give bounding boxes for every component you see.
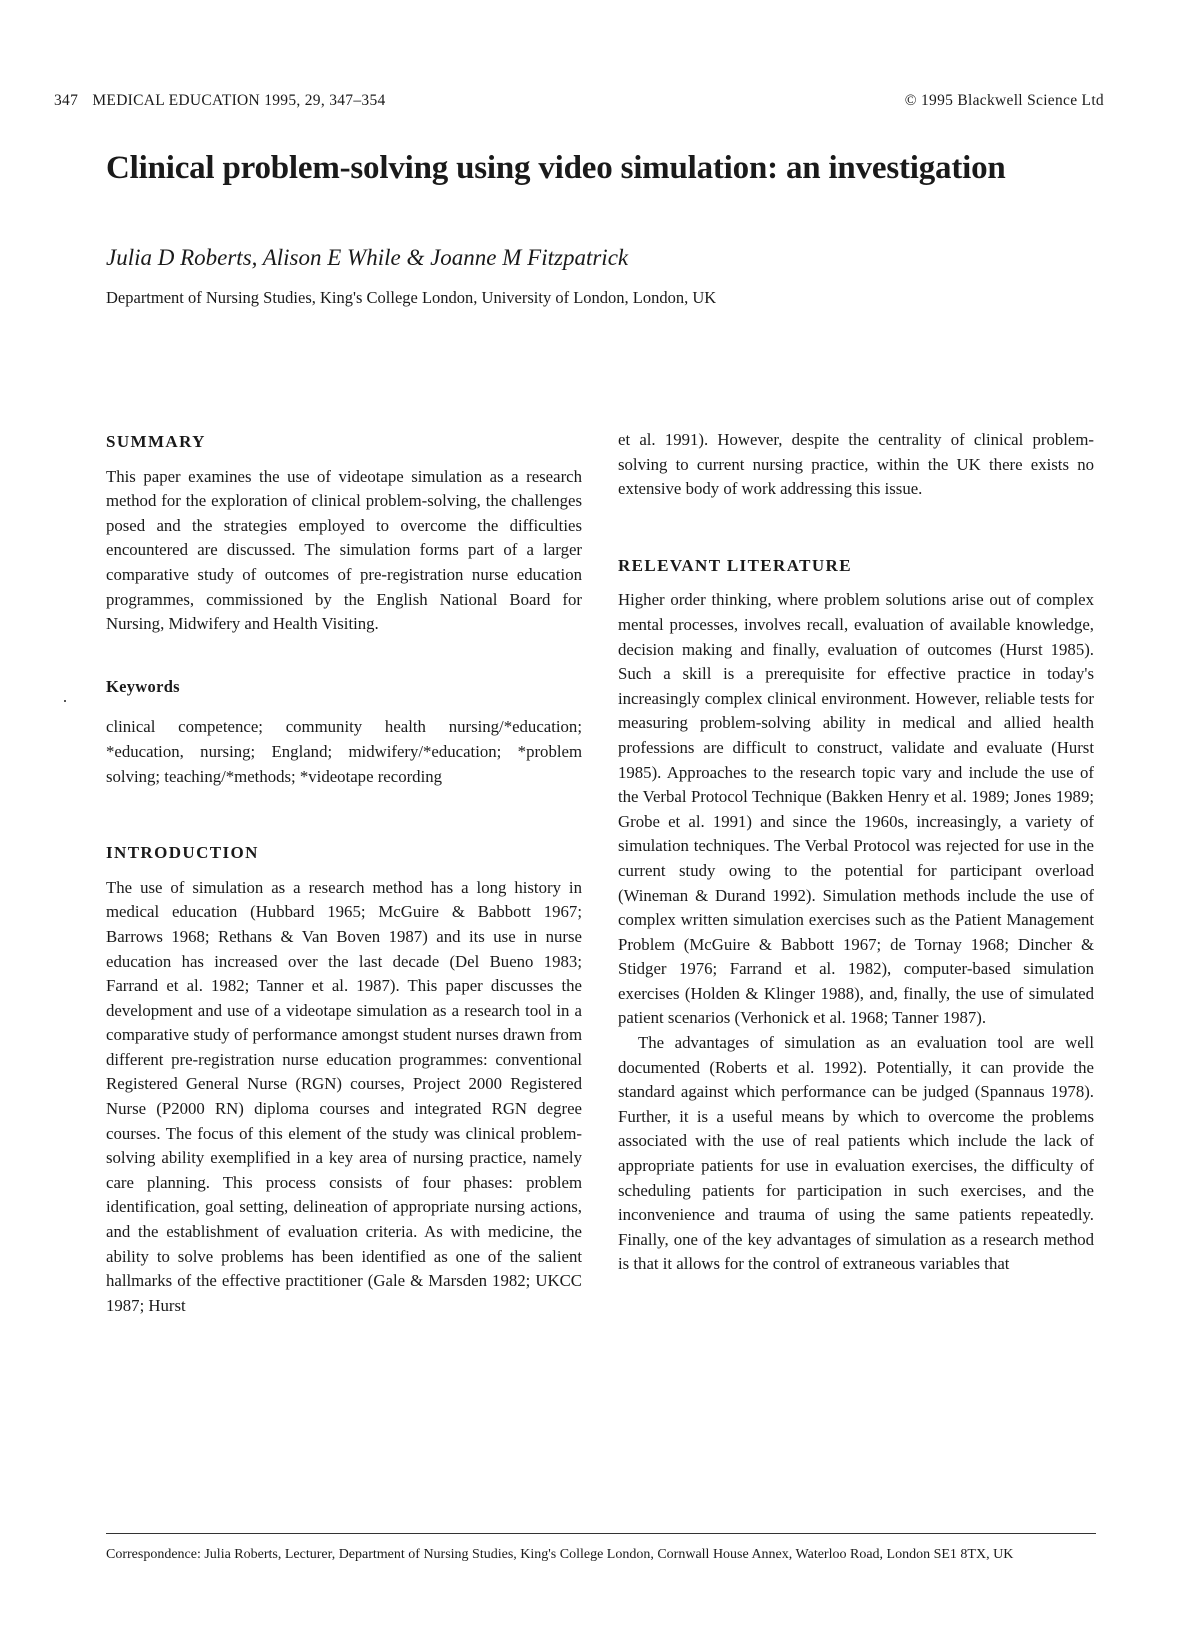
relevant-literature-heading: RELEVANT LITERATURE	[618, 555, 852, 575]
article-title: Clinical problem-solving using video simulation: an investigation	[106, 150, 1006, 186]
footnote-rule	[106, 1533, 1096, 1534]
author-list: Julia D Roberts, Alison E While & Joanne M Fitzpatrick	[106, 245, 629, 270]
running-head-left	[54, 92, 396, 110]
keywords-text: clinical competence; community health nursing/*education; *education, nursing; England; midwifery/*education; *problem solving; teaching/*methods; *videotape recording	[106, 717, 582, 786]
summary-text: This paper examines the use of videotape simulation as a research method for the exploration of clinical problem-solving, the challenges posed and the strategies employed to overcome the difficulties encountered are discussed. The simulation forms part of a larger comparative study of outcomes of pre-registration nurse education programmes, commissioned by the English National Board for Nursing, Midwifery and Health Visiting.	[106, 466, 582, 634]
correspondence-footnote: Correspondence: Julia Roberts, Lecturer, Department of Nursing Studies, King's College London, Cornwall House Annex, Waterloo Road, London SE1 8TX, UK	[106, 1547, 1014, 1562]
keywords-heading: Keywords	[106, 676, 180, 696]
left-column	[106, 430, 582, 1318]
scan-artifact	[64, 700, 66, 702]
introduction-continuation: et al. 1991). However, despite the centrality of clinical problem-solving to current nursing practice, within the UK there exists no extensive body of work addressing this issue.	[618, 430, 1094, 499]
copyright-notice: © 1995 Blackwell Science Ltd	[904, 92, 1104, 109]
introduction-heading: INTRODUCTION	[106, 843, 259, 863]
journal-citation: MEDICAL EDUCATION 1995, 29, 347–354	[92, 92, 386, 109]
page-number: 347	[54, 92, 79, 109]
relevant-literature-para-2: The advantages of simulation as an evaluation tool are well documented (Roberts et al. 1992). Potentially, it can provide the standard against which performance can be judged (Spannaus 1978). Further, it is a useful means by which to overcome the problems associated with the use of real patients which include the lack of appropriate patients for use in evaluation exercises, the difficulty of scheduling patients for participation in such exercises, and the inconvenience and trauma of using the same patients repeatedly. Finally, one of the key advantages of simulation as a research method is that it allows for the control of extraneous variables that	[618, 1033, 1094, 1274]
right-column	[618, 428, 1094, 1277]
running-head	[54, 92, 1104, 110]
relevant-literature-para-1: Higher order thinking, where problem solutions arise out of complex mental processes, involves recall, evaluation of available knowledge, decision making and finally, evaluation of outcomes (Hurst 1985). Such a skill is a prerequisite for effective practice in today's increasingly complex clinical environment. However, reliable tests for measuring problem-solving ability in medical and allied health professions are difficult to construct, validate and evaluate (Hurst 1985). Approaches to the research topic vary and include the use of the Verbal Protocol Technique (Bakken Henry et al. 1989; Jones 1989; Grobe et al. 1991) and since the 1960s, increasingly, a variety of simulation techniques. The Verbal Protocol was rejected for use in the current study owing to the potential for participant overload (Wineman & Durand 1992). Simulation methods include the use of complex written simulation exercises such as the Patient Management Problem (McGuire & Babbott 1967; de Tornay 1968; Dincher & Stidger 1976; Farrand et al. 1982), computer-based simulation exercises (Holden & Klinger 1988), and, finally, the use of simulated patient scenarios (Verhonick et al. 1968; Tanner 1987).	[618, 590, 1094, 1028]
summary-heading: SUMMARY	[106, 432, 206, 451]
introduction-text: The use of simulation as a research method has a long history in medical education (Hubbard 1965; McGuire & Babbott 1967; Barrows 1968; Rethans & Van Boven 1987) and its use in nurse education has increased over the last decade (Del Bueno 1983; Farrand et al. 1982; Tanner et al. 1987). This paper discusses the development and use of a videotape simulation as a research tool in a comparative study of performance amongst student nurses drawn from different pre-registration nurse education programmes: conventional Registered General Nurse (RGN) courses, Project 2000 Registered Nurse (P2000 RN) diploma courses and integrated RGN degree courses. The focus of this element of the study was clinical problem-solving ability exemplified in a key area of nursing practice, namely care planning. This process consists of four phases: problem identification, goal setting, delineation of appropriate nursing actions, and the establishment of evaluation criteria. As with medicine, the ability to solve problems has been identified as one of the salient hallmarks of the effective practitioner (Gale & Marsden 1982; UKCC 1987; Hurst	[106, 877, 582, 1315]
author-affiliation: Department of Nursing Studies, King's College London, University of London, London, UK	[106, 288, 717, 307]
